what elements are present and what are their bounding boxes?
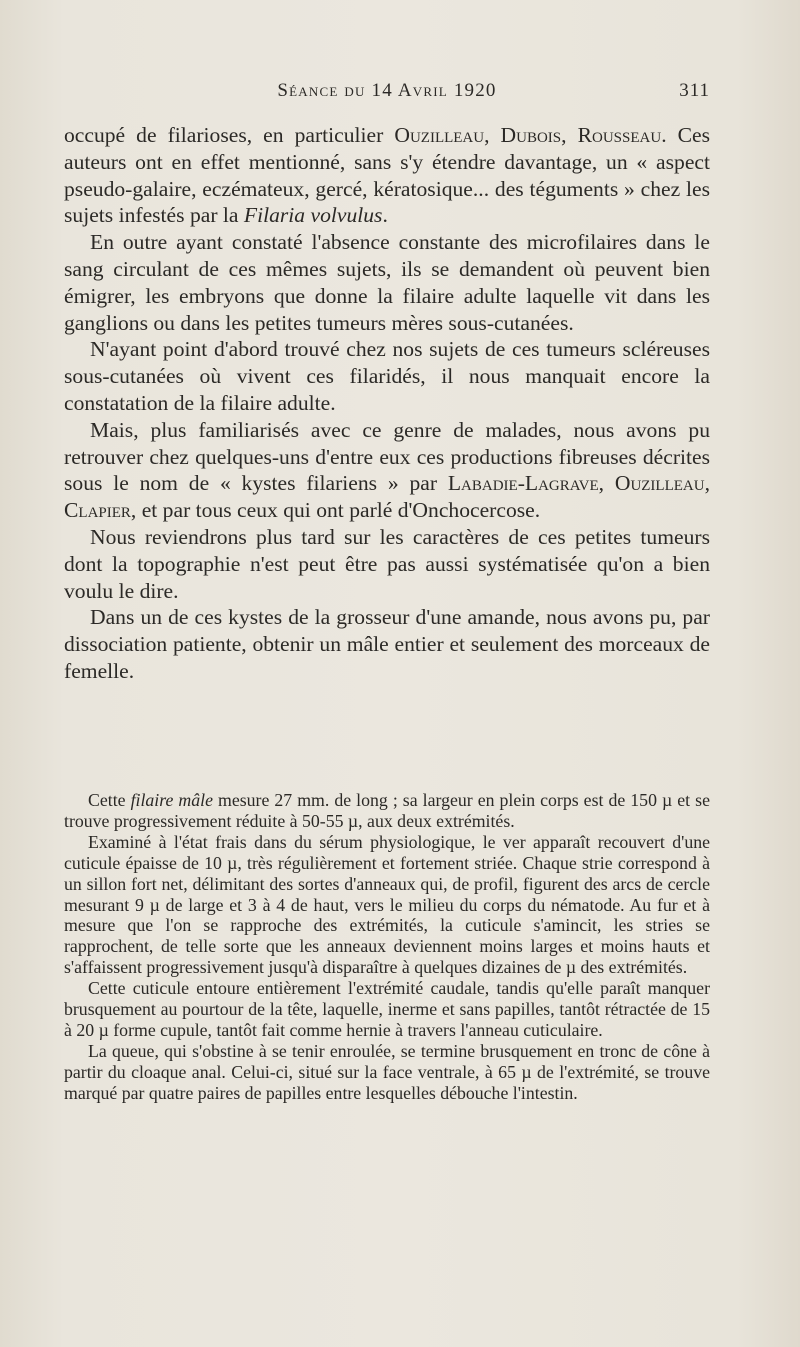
text-segment: . Ces auteurs ont en effet mentionné, sans s'y étendre davantage, un « aspect pseudo-galaire, eczémateux, gercé, kératosique... des téguments » chez les sujets infestés par la bbox=[64, 123, 711, 228]
main-paragraph bbox=[64, 122, 710, 229]
text-segment: , et par tous ceux qui ont parlé d'Onchocercose. bbox=[130, 498, 541, 523]
text-segment: Examiné à l'état frais dans du sérum physiologique, le ver apparaît recouvert d'une cuticule épaisse de 10 µ, très régulièrement et fortement striée. Chaque strie correspond à un sillon fort net, délimitant des sortes d'anneaux qui, de profil, figurent des arcs de cercle mesurant 9 µ de large et 3 à 4 de haut, vers le milieu du corps du nématode. Au fur et à mesure que l'on se rapproche des extrémités, la cuticule s'amincit, les stries se rapprochent, de telle sorte que les anneaux deviennent moins larges et moins hauts et s'affaissent progressivement jusqu'à disparaître à quelques dizaines de µ des extrémités. bbox=[64, 831, 710, 978]
small-print-text bbox=[64, 790, 710, 1104]
text-segment: , bbox=[704, 471, 710, 496]
text-segment: occupé de filarioses, en particulier bbox=[64, 123, 395, 147]
text-segment: Mais, plus familiarisés avec ce genre de malades, nous avons pu retrouver chez quelques-uns d'entre eux ces productions fibreuses décrites sous le nom de « kystes filariens » par bbox=[64, 417, 710, 496]
main-text bbox=[64, 122, 710, 685]
small-print-paragraph bbox=[64, 790, 710, 832]
small-print-paragraph bbox=[64, 1041, 710, 1104]
text-segment: , bbox=[484, 123, 501, 147]
small-print-paragraph bbox=[64, 978, 710, 1041]
italic-term: Filaria volvulus bbox=[243, 203, 383, 228]
text-segment: En outre ayant constaté l'absence constante des microfilaires dans le sang circulant de ces mêmes sujets, ils se demandent où peuvent bien émigrer, les embryons que donne la filaire adulte laquelle vit dans les ganglions ou dans les petites tumeurs mères sous-cutanées. bbox=[64, 230, 710, 335]
text-segment: Dans un de ces kystes de la grosseur d'une amande, nous avons pu, par dissociation patiente, obtenir un mâle entier et seulement des morceaux de femelle. bbox=[64, 605, 710, 683]
author-name: Dubois bbox=[500, 123, 562, 147]
main-paragraph bbox=[64, 524, 710, 604]
author-name: Clapier bbox=[64, 498, 131, 523]
main-paragraph bbox=[64, 229, 710, 336]
main-paragraph bbox=[64, 417, 710, 524]
text-segment: La queue, qui s'obstine à se tenir enroulée, se termine brusquement en tronc de cône à partir du cloaque anal. Celui-ci, situé sur la face ventrale, à 65 µ de l'extrémité, se trouve marqué par quatre paires de papilles entre lesquelles débouche l'intestin. bbox=[64, 1040, 710, 1103]
italic-term: filaire mâle bbox=[130, 790, 213, 810]
text-segment: Cette cuticule entoure entièrement l'extrémité caudale, tandis qu'elle paraît manquer brusquement au pourtour de la tête, laquelle, inerme et sans papilles, tantôt rétractée de 15 à 20 µ forme cupule, tantôt fait comme hernie à travers l'anneau cuticulaire. bbox=[64, 978, 710, 1040]
small-print-paragraph bbox=[64, 832, 710, 978]
author-name: Ouzilleau bbox=[394, 123, 485, 147]
author-name: Ouzilleau bbox=[614, 471, 705, 496]
author-name: Labadie-Lagrave bbox=[447, 471, 599, 496]
main-paragraph bbox=[64, 604, 710, 684]
page-number: 311 bbox=[679, 80, 710, 101]
text-segment: Nous reviendrons plus tard sur les caractères de ces petites tumeurs dont la topographie n'est peut être pas aussi systématisée qu'on a bien voulu le dire. bbox=[64, 524, 710, 603]
text-segment: , bbox=[561, 123, 578, 147]
text-segment: , bbox=[598, 471, 615, 496]
running-title: Séance du 14 Avril 1920 bbox=[277, 80, 497, 101]
text-segment: N'ayant point d'abord trouvé chez nos sujets de ces tumeurs scléreuses sous-cutanées où vivent ces filaridés, il nous manquait encore la constatation de la filaire adulte. bbox=[64, 337, 710, 415]
page-header bbox=[64, 80, 710, 110]
text-segment: Cette bbox=[88, 790, 131, 810]
author-name: Rousseau bbox=[577, 123, 662, 147]
main-paragraph bbox=[64, 336, 710, 416]
text-segment: mesure 27 mm. de long ; sa largeur en plein corps est de 150 µ et se trouve progressivement réduite à 50-55 µ, aux deux extrémités. bbox=[64, 790, 710, 831]
text-segment: . bbox=[382, 203, 388, 228]
